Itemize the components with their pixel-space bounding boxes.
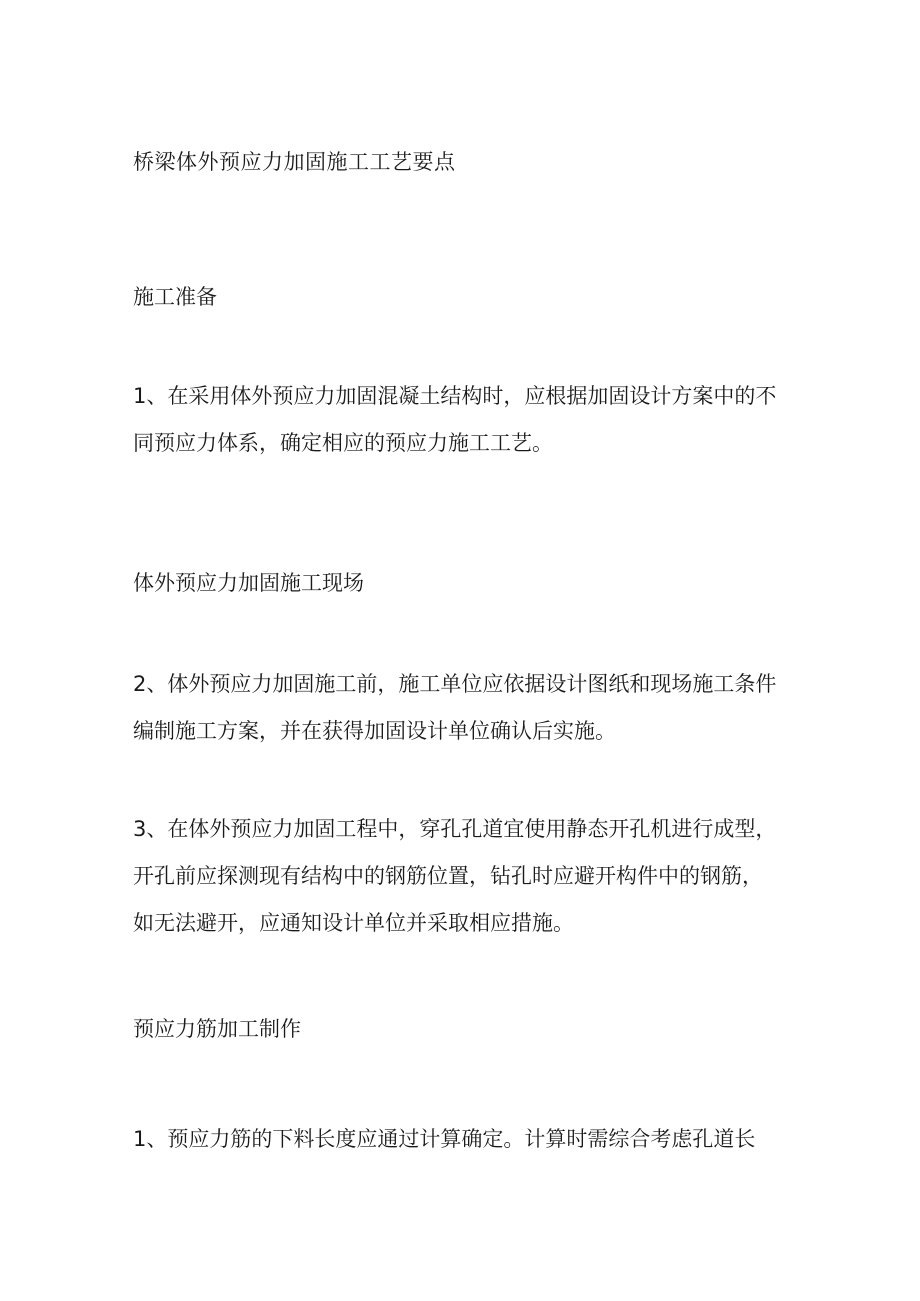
paragraph-line: 3、在体外预应力加固工程中，穿孔孔道宜使用静态开孔机进行成型，: [133, 817, 777, 841]
paragraph-line: 1、在采用体外预应力加固混凝土结构时，应根据加固设计方案中的不: [133, 384, 777, 408]
document-title: 桥梁体外预应力加固施工工艺要点: [133, 150, 456, 174]
section-heading-tendon-fabrication: 预应力筋加工制作: [133, 1017, 301, 1041]
paragraph-line: 1、预应力筋的下料长度应通过计算确定。计算时需综合考虑孔道长: [133, 1127, 756, 1151]
paragraph-3: [133, 806, 793, 947]
paragraph-line: 如无法避开，应通知设计单位并采取相应措施。: [133, 911, 574, 935]
section-heading-site: 体外预应力加固施工现场: [133, 571, 364, 595]
paragraph-line: 开孔前应探测现有结构中的钢筋位置，钻孔时应避开构件中的钢筋，: [133, 864, 763, 888]
paragraph-4: [133, 1116, 793, 1163]
paragraph-line: 同预应力体系，确定相应的预应力施工工艺。: [133, 431, 553, 455]
paragraph-line: 编制施工方案，并在获得加固设计单位确认后实施。: [133, 719, 616, 743]
section-heading-preparation: 施工准备: [133, 285, 217, 309]
paragraph-2: [133, 661, 793, 755]
paragraph-line: 2、体外预应力加固施工前，施工单位应依据设计图纸和现场施工条件: [133, 672, 777, 696]
paragraph-1: [133, 373, 793, 467]
